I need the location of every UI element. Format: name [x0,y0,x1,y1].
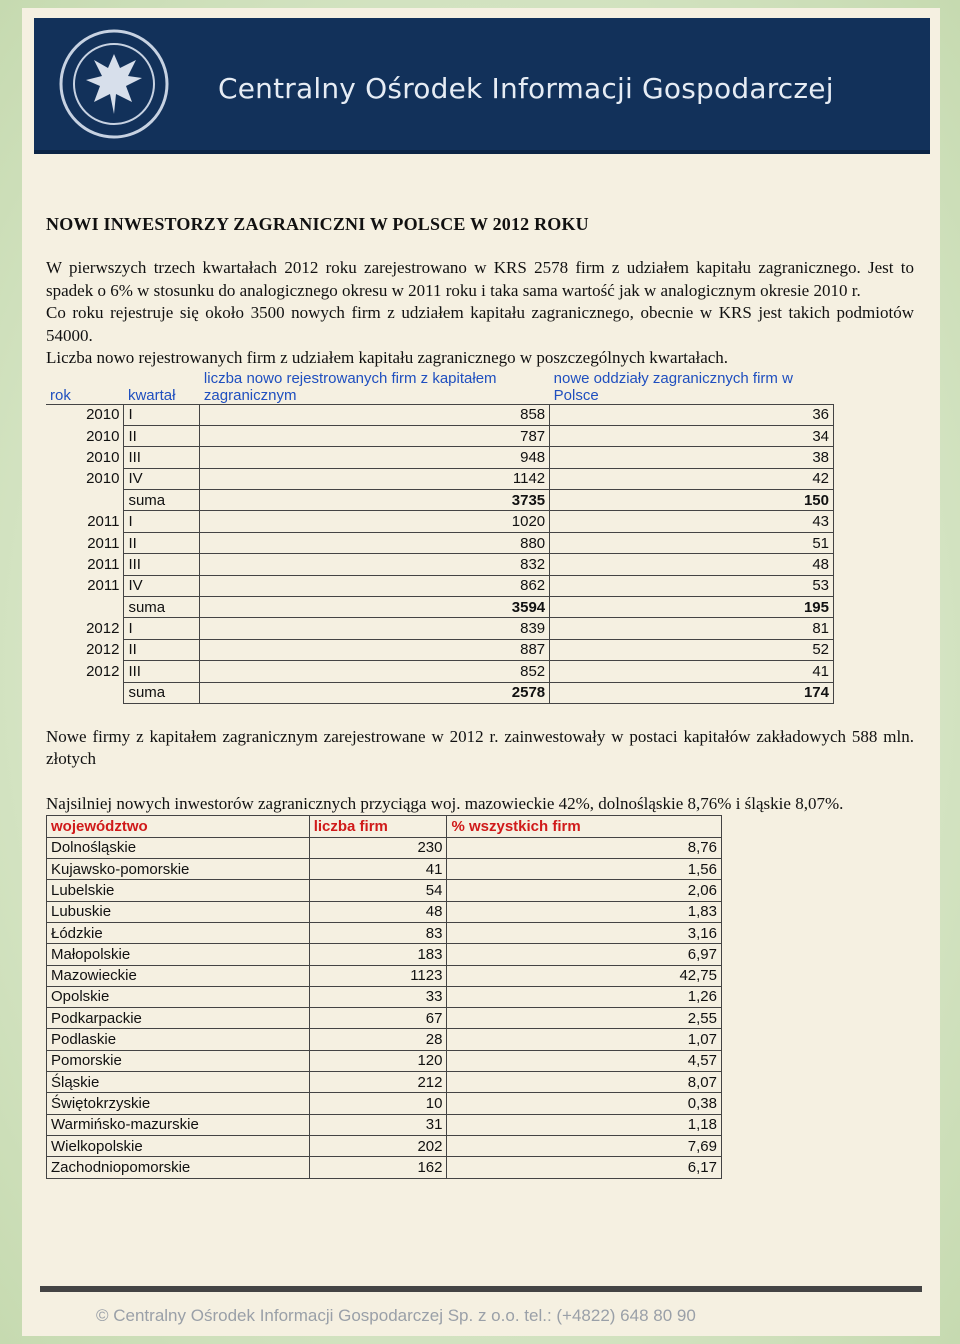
cell-year: 2011 [46,575,124,596]
cell-firm-count: 1123 [309,965,447,986]
cell-quarter: III [124,447,200,468]
cell-new-firms: 887 [200,639,550,660]
cell-percent: 1,07 [447,1029,722,1050]
cell-firm-count: 33 [309,986,447,1007]
cell-percent: 6,17 [447,1157,722,1178]
cell-quarter: suma [124,490,200,511]
cell-percent: 2,55 [447,1008,722,1029]
table-row [47,922,722,943]
table-row [46,682,834,703]
cell-firm-count: 183 [309,944,447,965]
cell-quarter: I [124,404,200,425]
cell-firm-count: 212 [309,1072,447,1093]
cell-voivodeship: Śląskie [47,1072,310,1093]
cell-year [46,597,124,618]
cell-percent: 4,57 [447,1050,722,1071]
cell-percent: 1,18 [447,1114,722,1135]
cell-firm-count: 41 [309,859,447,880]
table-row [47,986,722,1007]
cell-percent: 1,26 [447,986,722,1007]
table-row [47,1072,722,1093]
table-row [47,1029,722,1050]
cell-voivodeship: Podlaskie [47,1029,310,1050]
table-row [47,880,722,901]
cell-voivodeship: Opolskie [47,986,310,1007]
letterhead-banner [34,18,930,154]
table-row [46,447,834,468]
cell-percent: 6,97 [447,944,722,965]
cell-new-firms: 880 [200,532,550,553]
cell-percent: 1,83 [447,901,722,922]
cell-new-branches: 42 [550,468,834,489]
cell-year: 2010 [46,425,124,446]
header-new-firms: liczba nowo rejestrowanych firm z kapitałem zagranicznym [200,370,550,405]
header-voivodeship: województwo [47,816,310,837]
cell-quarter: suma [124,682,200,703]
cell-new-branches: 195 [550,597,834,618]
cell-firm-count: 83 [309,922,447,943]
cell-firm-count: 31 [309,1114,447,1135]
table-row [46,511,834,532]
cell-voivodeship: Zachodniopomorskie [47,1157,310,1178]
cell-new-branches: 48 [550,554,834,575]
cell-firm-count: 162 [309,1157,447,1178]
cell-year: 2011 [46,554,124,575]
table-row [47,901,722,922]
cell-percent: 1,56 [447,859,722,880]
cell-year: 2012 [46,618,124,639]
header-quarter: kwartał [124,370,200,405]
cell-new-branches: 41 [550,661,834,682]
cell-firm-count: 10 [309,1093,447,1114]
cell-new-branches: 81 [550,618,834,639]
cell-voivodeship: Małopolskie [47,944,310,965]
cell-new-firms: 3735 [200,490,550,511]
table-row [47,837,722,858]
table-row [46,618,834,639]
cell-new-firms: 839 [200,618,550,639]
cell-new-firms: 2578 [200,682,550,703]
article-body [46,214,914,1179]
paragraph-registrations: W pierwszych trzech kwartałach 2012 roku zarejestrowano w KRS 2578 firm z udziałem kapitału zagranicznego. Jest to spadek o 6% w stosunku do analogicznego okresu w 2011 roku i taka sama wartość jak w analogicznym okresie 2010 r. [46,258,914,300]
cell-percent: 8,76 [447,837,722,858]
cell-percent: 8,07 [447,1072,722,1093]
cell-new-branches: 34 [550,425,834,446]
document-page [22,8,940,1336]
cell-quarter: I [124,511,200,532]
paragraph-regions: Najsilniej nowych inwestorów zagranicznych przyciąga woj. mazowieckie 42%, dolnośląskie 8,76% i śląskie 8,07%. [46,793,844,813]
cell-year: 2010 [46,468,124,489]
cell-voivodeship: Mazowieckie [47,965,310,986]
cell-new-firms: 1020 [200,511,550,532]
organization-name: Centralny Ośrodek Informacji Gospodarczej [218,72,834,105]
cell-firm-count: 54 [309,880,447,901]
table-row [47,1008,722,1029]
cell-new-firms: 832 [200,554,550,575]
cell-voivodeship: Lubuskie [47,901,310,922]
cell-year: 2012 [46,639,124,660]
cell-new-branches: 43 [550,511,834,532]
cell-new-firms: 787 [200,425,550,446]
article-title: NOWI INWESTORZY ZAGRANICZNI W POLSCE W 2012 ROKU [46,214,589,234]
cell-year: 2012 [46,661,124,682]
cell-firm-count: 48 [309,901,447,922]
eagle-seal-logo-icon [58,28,170,140]
table-row [47,1135,722,1156]
table-row [46,490,834,511]
cell-voivodeship: Pomorskie [47,1050,310,1071]
cell-firm-count: 28 [309,1029,447,1050]
cell-new-firms: 862 [200,575,550,596]
cell-new-branches: 150 [550,490,834,511]
cell-quarter: IV [124,575,200,596]
cell-voivodeship: Wielkopolskie [47,1135,310,1156]
cell-voivodeship: Warmińsko-mazurskie [47,1114,310,1135]
header-year: rok [46,370,124,405]
table-row [46,554,834,575]
cell-quarter: II [124,532,200,553]
cell-voivodeship: Dolnośląskie [47,837,310,858]
cell-quarter: suma [124,597,200,618]
voivodeship-table [46,815,722,1178]
table-row [47,1093,722,1114]
cell-percent: 3,16 [447,922,722,943]
cell-voivodeship: Świętokrzyskie [47,1093,310,1114]
paragraph-table-intro: Liczba nowo rejestrowanych firm z udziałem kapitału zagranicznego w poszczególnych kwartałach. [46,348,729,367]
cell-firm-count: 202 [309,1135,447,1156]
cell-voivodeship: Podkarpackie [47,1008,310,1029]
table-row [47,1050,722,1071]
cell-year [46,490,124,511]
table-row [47,965,722,986]
table-row [46,468,834,489]
header-firm-count: liczba firm [309,816,447,837]
table-row [46,404,834,425]
table-row [47,1114,722,1135]
cell-firm-count: 67 [309,1008,447,1029]
table-row [46,597,834,618]
table-row [46,575,834,596]
table-row [46,532,834,553]
cell-voivodeship: Kujawsko-pomorskie [47,859,310,880]
header-new-branches: nowe oddziały zagranicznych firm w Polsce [550,370,834,405]
table-row [46,425,834,446]
cell-quarter: II [124,639,200,660]
cell-new-firms: 858 [200,404,550,425]
cell-quarter: I [124,618,200,639]
cell-new-branches: 51 [550,532,834,553]
cell-voivodeship: Lubelskie [47,880,310,901]
cell-percent: 7,69 [447,1135,722,1156]
cell-quarter: IV [124,468,200,489]
cell-new-branches: 53 [550,575,834,596]
cell-quarter: III [124,661,200,682]
cell-new-firms: 852 [200,661,550,682]
cell-year: 2010 [46,447,124,468]
cell-firm-count: 120 [309,1050,447,1071]
cell-new-branches: 174 [550,682,834,703]
cell-new-branches: 38 [550,447,834,468]
table-row [46,639,834,660]
cell-new-branches: 52 [550,639,834,660]
paragraph-yearly: Co roku rejestruje się około 3500 nowych firm z udziałem kapitału zagranicznego, obecnie w KRS jest takich podmiotów 54000. [46,303,914,345]
table-row [47,1157,722,1178]
cell-percent: 0,38 [447,1093,722,1114]
cell-quarter: II [124,425,200,446]
table-row [46,661,834,682]
footer-copyright: © Centralny Ośrodek Informacji Gospodarczej Sp. z o.o. tel.: (+4822) 648 80 90 [96,1306,696,1325]
table-row [47,859,722,880]
cell-year [46,682,124,703]
table-header-row [46,370,834,405]
cell-percent: 42,75 [447,965,722,986]
cell-year: 2011 [46,532,124,553]
cell-percent: 2,06 [447,880,722,901]
cell-firm-count: 230 [309,837,447,858]
cell-new-firms: 1142 [200,468,550,489]
cell-year: 2010 [46,404,124,425]
cell-new-firms: 3594 [200,597,550,618]
cell-new-branches: 36 [550,404,834,425]
cell-quarter: III [124,554,200,575]
header-percent: % wszystkich firm [447,816,722,837]
table-header-row [47,816,722,837]
cell-new-firms: 948 [200,447,550,468]
paragraph-capital: Nowe firmy z kapitałem zagranicznym zarejestrowane w 2012 r. zainwestowały w postaci kapitałów zakładowych 588 mln. złotych [46,726,914,769]
cell-year: 2011 [46,511,124,532]
table-row [47,944,722,965]
cell-voivodeship: Łódzkie [47,922,310,943]
footer-divider [40,1286,922,1292]
quarterly-registrations-table [46,370,834,704]
